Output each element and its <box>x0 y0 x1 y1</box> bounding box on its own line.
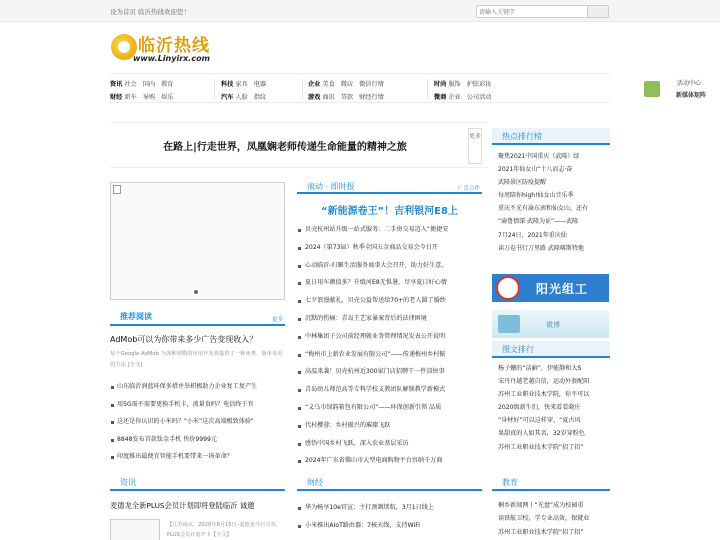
nav-item[interactable]: 科技 <box>221 81 234 88</box>
weibo-banner[interactable] <box>492 310 609 338</box>
feature-headline[interactable]: “新能源卷王”！吉利银河E8上 <box>321 206 458 217</box>
search-button[interactable] <box>587 6 608 17</box>
nav-item[interactable]: 护肤彩妆 <box>466 81 492 88</box>
image-rank-header <box>492 341 610 358</box>
zixun-snippet: 【江苏南京，2020年8月15日–麦德龙今日宣布，PLUS会员计划开卡【全文】 <box>167 522 281 538</box>
nav-group-2 <box>221 78 272 104</box>
news-item[interactable]: 青岛幼儿师范高等专科学校支教团队解锁教学新模式 <box>297 381 482 399</box>
zixun-feature[interactable]: 麦德龙全新PLUS会员计划即将登陆临沂 诚邀 <box>110 501 255 510</box>
image-rank-item[interactable]: 苏州工业职业技术学院，你不可以 <box>498 391 590 399</box>
main-nav <box>110 73 707 103</box>
recommend-item[interactable]: 印度推出最便宜智能手机要带来一场革命？ <box>110 448 285 466</box>
caijing-item[interactable]: 华为畅享10e官宣：主打颈颔续航，3月1日线上 <box>297 499 482 517</box>
nav-item[interactable]: 公司活动 <box>466 94 492 101</box>
news-item[interactable]: 高温来袭！贝壳杭州近300家门店招聘干一件凉快事 <box>297 363 482 381</box>
headline-more-button[interactable]: 更多 <box>468 128 482 164</box>
nav-item[interactable]: 商讯 <box>322 94 335 101</box>
weibo-illustration-icon <box>498 315 520 333</box>
image-rank-list <box>498 362 610 454</box>
nav-group-1 <box>110 78 179 104</box>
zixun-header <box>110 476 285 491</box>
nav-item[interactable]: 财经 <box>110 94 123 101</box>
caijing-title: 财经 <box>307 478 323 487</box>
rank-item[interactable]: 武隆景区防疫提醒 <box>498 179 547 187</box>
rank-item[interactable]: 7月24日，2021年重庆仙 <box>498 231 567 239</box>
nav-item[interactable]: 企业 <box>308 81 321 88</box>
recommend-header <box>110 309 285 326</box>
nav-item[interactable]: 汽车 <box>221 94 234 101</box>
scroll-news-header <box>297 180 482 194</box>
news-item[interactable]: 七夕浪漫献礼，贝壳公益帮送给70+的老人圆了婚纱 <box>297 292 482 310</box>
news-item[interactable]: 沉默的伤痛：青岛王艺家暴案背后的法律困境 <box>297 310 482 328</box>
logo-name: 临沂热线 <box>138 36 210 56</box>
image-rank-item[interactable]: 宋丹丹越老越自信，运动外套配阳 <box>498 378 590 386</box>
image-rank-item[interactable]: 苏州工业职业技术学院“招了招” <box>498 443 584 451</box>
nav-item[interactable]: 导购 <box>142 94 156 101</box>
recommend-item[interactable]: 8848发布首款钛金手机 售价9999元 <box>110 431 285 449</box>
nav-group-4 <box>434 78 497 104</box>
nav-item[interactable]: 国内 <box>142 81 156 88</box>
news-item[interactable]: 心动临沂-归雁生活服务商事大会召开，助力好生意， <box>297 257 482 275</box>
nav-item[interactable]: 社会 <box>124 81 137 88</box>
site-logo[interactable] <box>111 30 221 66</box>
hot-rank-header <box>492 128 610 145</box>
rank-item[interactable]: 聚焦2021中国重庆（武隆）绿 <box>498 153 580 160</box>
recommend-title: 推荐阅读 <box>120 312 152 321</box>
caijing-list <box>297 499 482 535</box>
ad-cooperation-link[interactable]: 广告合作 <box>457 186 480 192</box>
recommend-item[interactable]: 山东临沂润蓝环保多措并举积极助力企业复工复产生 <box>110 378 285 396</box>
news-item[interactable]: 代村樱蓉：乡村振兴的璀璨飞跃 <box>297 417 482 435</box>
recommend-list <box>110 378 285 466</box>
rank-item[interactable]: 读万卷书行万里路 武隆喀斯特地 <box>498 244 584 252</box>
jiaoyu-item[interactable]: 苏州工业职业技术学院“招了招” <box>498 528 584 536</box>
nav-item[interactable]: 游戏 <box>308 94 321 101</box>
nav-item[interactable]: 财经行情 <box>359 94 384 101</box>
news-item[interactable]: 感悟中国乡村飞跃，深入农业基层采访 <box>297 435 482 453</box>
news-item[interactable]: 夏日用车颜值多？升级河E8无惧暑，尽享夏日好心情 <box>297 274 482 292</box>
nav-item[interactable]: 家具 <box>235 81 248 88</box>
nav-divider <box>427 79 428 99</box>
welcome-text: 临沂热线欢迎您！ <box>138 8 190 16</box>
nav-item[interactable]: 指纹 <box>253 94 267 101</box>
jiaoyu-item[interactable]: 桐乡新闻网丨“光盘”成为校园重 <box>498 502 584 509</box>
jiaoyu-header <box>492 476 610 491</box>
recommend-item[interactable]: 这还是你认识的小米吗？"小米”这次高端极致体验" <box>110 413 285 431</box>
headline-box <box>110 122 488 168</box>
image-rank-title: 图文排行 <box>502 345 534 354</box>
recommend-more-link[interactable]: 更多 <box>271 317 283 323</box>
news-item[interactable]: 2024年广东省佛山市大型电商购物平台容纳千万商 <box>297 452 482 470</box>
rank-item[interactable]: 重庆不光有渝东南和仙女山，还有 <box>498 205 589 213</box>
image-slideshow[interactable] <box>110 182 285 300</box>
image-rank-item[interactable]: 2020级新生们，快来看看晓庄 <box>498 404 581 412</box>
rank-item[interactable]: 每周陪你high!仙女山音乐季 <box>498 192 574 200</box>
nav-item[interactable]: 新车 <box>124 94 137 101</box>
recommend-item[interactable]: 用5G需不需要更换手机卡，流量贵吗？电信终于官 <box>110 396 285 414</box>
activity-icon <box>644 81 660 97</box>
weibo-banner-text: 微博 <box>546 321 560 329</box>
jiaoyu-item[interactable]: 读铁航卫校，学专业高效，保就业 <box>498 515 590 523</box>
news-list <box>297 221 482 470</box>
slide-indicator-dot[interactable] <box>194 290 198 294</box>
activity-center-label: 活动中心 <box>677 80 702 87</box>
media-matrix-label: 新媒体矩阵 <box>676 92 707 99</box>
set-home-link[interactable]: 设为首页 <box>110 8 136 16</box>
top-bar <box>0 0 720 22</box>
news-item[interactable]: “义乌市绿韵箱包有限公司”——环保创新引领 品质 <box>297 399 482 417</box>
search-box <box>476 5 609 18</box>
nav-item[interactable]: 服饰 <box>448 81 461 88</box>
nav-item[interactable]: 电器 <box>253 81 267 88</box>
recommend-top-desc: 每个Google AdMob 为各种规模的应用开发者提供了一种免费、简单易用的方法 [全文] <box>110 351 283 368</box>
nav-item[interactable]: 贷款 <box>340 94 354 101</box>
hot-rank-list <box>498 150 610 255</box>
nav-item[interactable]: 教育 <box>161 81 174 88</box>
scroll-news-title: 滚动 · 即时报 <box>307 182 355 191</box>
broken-image-icon <box>113 185 121 194</box>
rank-item[interactable]: 2021年仙女山“十八而志·奋 <box>498 166 573 174</box>
zixun-thumbnail[interactable] <box>110 519 160 540</box>
nav-item[interactable]: 微商 <box>434 94 447 101</box>
news-item[interactable]: 2024（第73届）秋季全国五金商品交易会今日开 <box>297 239 482 257</box>
zixun-title: 资讯 <box>120 478 136 487</box>
nav-divider <box>302 79 303 99</box>
news-item[interactable]: 贝壳杭州站升级一站式服务：二手房交易迈入“便捷安 <box>297 221 482 239</box>
image-rank-item[interactable]: 果甜真的人如其名，32岁穿粉色 <box>498 430 585 438</box>
jiaoyu-list <box>498 499 610 539</box>
jiaoyu-title: 教育 <box>502 478 518 487</box>
sunlight-banner[interactable] <box>492 274 609 302</box>
nav-item[interactable]: 人脸 <box>235 94 248 101</box>
sunlight-banner-text: 阳光组工 <box>536 282 589 296</box>
nav-item[interactable]: 企业 <box>448 94 461 101</box>
news-item[interactable]: “梅州市上新农业发展有限公司”——传递梅州乡村振 <box>297 346 482 364</box>
search-input[interactable] <box>479 7 587 17</box>
caijing-item[interactable]: 小米推出AIoT路由器：7核天线，支持WiFi <box>297 517 482 535</box>
rank-item[interactable]: “渝鲁情深·武隆为证”——武隆 <box>498 218 579 226</box>
nav-item[interactable]: 娱乐 <box>161 94 174 101</box>
nav-item[interactable]: 微信行情 <box>359 81 384 88</box>
nav-item[interactable]: 时尚 <box>434 81 447 88</box>
news-item[interactable]: 中林集团子公司前经理就业务管理情况发表公开说明 <box>297 328 482 346</box>
image-rank-item[interactable]: 杨子姗的“洁癖”，伊能静和大S <box>498 365 582 372</box>
nav-divider <box>214 79 215 99</box>
logo-url: www.Linyirx.com <box>133 54 210 63</box>
recommend-top-title[interactable]: AdMob可以为你带来多少广告变现收入？ <box>110 335 258 344</box>
nav-group-3 <box>308 78 390 104</box>
nav-item[interactable]: 美食 <box>322 81 335 88</box>
headline-title[interactable]: 在路上|行走世界，凤凰娴老师传递生命能量的精神之旅 <box>163 142 407 153</box>
activity-center[interactable] <box>634 76 718 102</box>
nav-item[interactable]: 资讯 <box>110 81 123 88</box>
party-emblem-icon <box>496 276 520 300</box>
image-rank-item[interactable]: “身材好”可以这样穿，“夏古风 <box>498 417 581 425</box>
caijing-header <box>297 476 482 491</box>
hot-rank-title: 热点排行榜 <box>502 132 542 141</box>
nav-item[interactable]: 微店 <box>340 81 354 88</box>
